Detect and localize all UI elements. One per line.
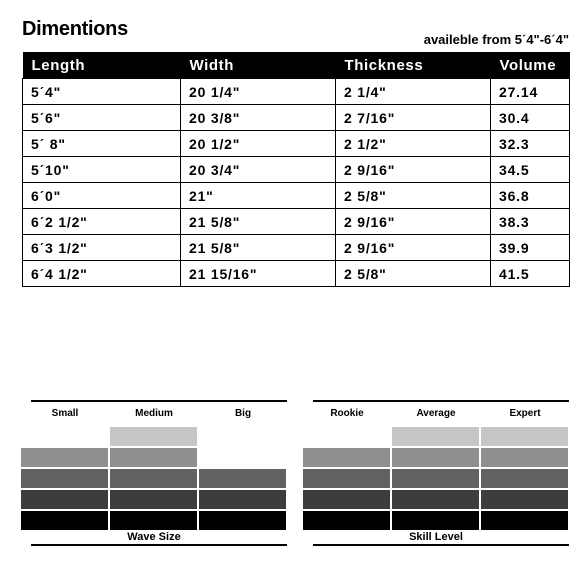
cell-volume: 30.4 — [491, 105, 570, 131]
cell-volume: 32.3 — [491, 131, 570, 157]
table-row — [23, 79, 570, 105]
level-block — [303, 511, 390, 530]
cell-length: 5ˊ10" — [23, 157, 181, 183]
cell-volume: 38.3 — [491, 209, 570, 235]
chart-top-rule — [313, 400, 569, 402]
table-row — [23, 261, 570, 287]
level-block — [21, 511, 108, 530]
level-block — [21, 490, 108, 509]
level-block — [481, 490, 568, 509]
cell-thickness: 2 5/8" — [336, 183, 491, 209]
page-title: Dimentions — [22, 18, 128, 40]
level-block — [199, 469, 286, 488]
level-block — [392, 448, 479, 467]
level-block — [303, 490, 390, 509]
category-label: Medium — [135, 408, 173, 419]
cell-length: 6ˊ0" — [23, 183, 181, 209]
cell-width: 21 5/8" — [181, 209, 336, 235]
level-block — [481, 448, 568, 467]
category-label: Small — [51, 408, 79, 419]
table-row — [23, 131, 570, 157]
level-block — [481, 511, 568, 530]
category-label: Expert — [509, 408, 541, 419]
table-row — [23, 183, 570, 209]
column-header-length: Length — [23, 52, 181, 79]
level-block — [110, 490, 197, 509]
level-block — [21, 469, 108, 488]
cell-thickness: 2 1/4" — [336, 79, 491, 105]
cell-length: 5ˊ 8" — [23, 131, 181, 157]
availability-note: availeble from 5ˊ4"-6ˊ4" — [423, 32, 569, 47]
level-block — [392, 469, 479, 488]
cell-volume: 39.9 — [491, 235, 570, 261]
cell-length: 5ˊ6" — [23, 105, 181, 131]
level-block — [199, 490, 286, 509]
cell-thickness: 2 9/16" — [336, 235, 491, 261]
chart-top-rule — [31, 400, 287, 402]
column-header-thickness: Thickness — [336, 52, 491, 79]
cell-width: 20 1/4" — [181, 79, 336, 105]
level-block — [110, 427, 197, 446]
category-label: Average — [416, 408, 456, 419]
cell-thickness: 2 7/16" — [336, 105, 491, 131]
chart-bottom-rule — [313, 544, 569, 546]
dimensions-table — [22, 52, 570, 287]
category-label: Big — [234, 408, 252, 419]
table-header-row — [23, 52, 570, 79]
level-block — [392, 427, 479, 446]
level-block — [199, 511, 286, 530]
table-row — [23, 157, 570, 183]
level-block — [303, 448, 390, 467]
level-block — [303, 469, 390, 488]
cell-thickness: 2 9/16" — [336, 209, 491, 235]
cell-width: 21 5/8" — [181, 235, 336, 261]
cell-length: 6ˊ4 1/2" — [23, 261, 181, 287]
chart-bottom-rule — [31, 544, 287, 546]
table-body — [23, 79, 570, 287]
cell-width: 20 3/4" — [181, 157, 336, 183]
column-header-width: Width — [181, 52, 336, 79]
cell-thickness: 2 5/8" — [336, 261, 491, 287]
level-block — [392, 511, 479, 530]
chart-caption: Skill Level — [409, 531, 463, 543]
cell-volume: 34.5 — [491, 157, 570, 183]
level-block — [392, 490, 479, 509]
skill-level-chart — [303, 400, 569, 546]
table-row — [23, 235, 570, 261]
cell-width: 21" — [181, 183, 336, 209]
cell-length: 5ˊ4" — [23, 79, 181, 105]
level-block — [481, 427, 568, 446]
wave-size-chart — [21, 400, 287, 546]
level-block — [110, 469, 197, 488]
category-label: Rookie — [330, 408, 364, 419]
cell-length: 6ˊ3 1/2" — [23, 235, 181, 261]
cell-length: 6ˊ2 1/2" — [23, 209, 181, 235]
level-block — [481, 469, 568, 488]
level-block — [21, 448, 108, 467]
column-header-volume: Volume — [491, 52, 570, 79]
cell-width: 20 1/2" — [181, 131, 336, 157]
level-block — [110, 511, 197, 530]
table-row — [23, 209, 570, 235]
cell-width: 21 15/16" — [181, 261, 336, 287]
cell-volume: 36.8 — [491, 183, 570, 209]
cell-thickness: 2 9/16" — [336, 157, 491, 183]
cell-volume: 41.5 — [491, 261, 570, 287]
cell-volume: 27.14 — [491, 79, 570, 105]
chart-caption: Wave Size — [127, 531, 181, 543]
cell-width: 20 3/8" — [181, 105, 336, 131]
cell-thickness: 2 1/2" — [336, 131, 491, 157]
table-row — [23, 105, 570, 131]
level-block — [110, 448, 197, 467]
